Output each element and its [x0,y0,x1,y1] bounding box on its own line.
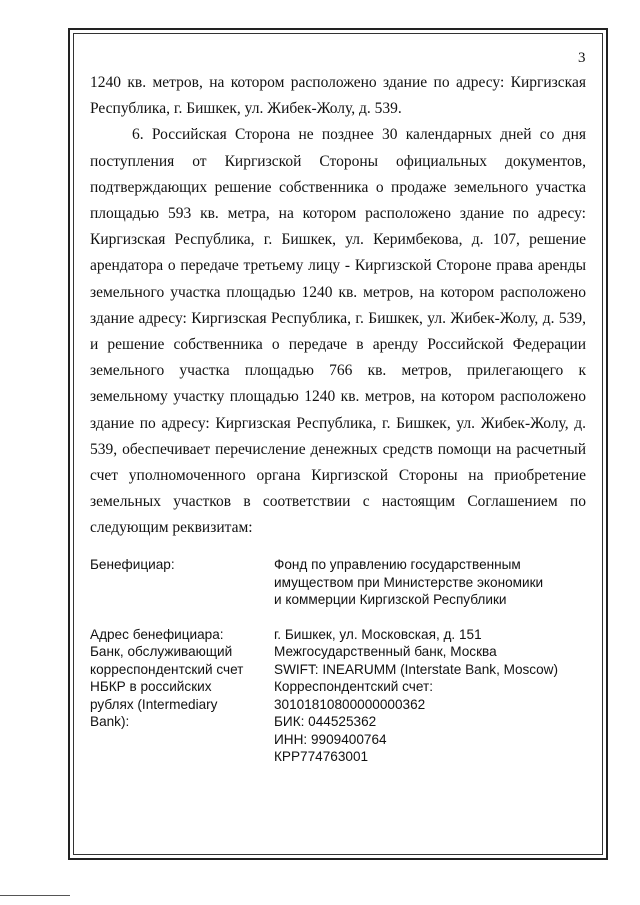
address-value: г. Бишкек, ул. Московская, д. 151 [274,626,482,642]
inn-code: ИНН: 9909400764 [274,731,387,747]
address-label: Адрес бенефициара: [90,626,224,642]
bank-label-line: Bank): [90,714,130,729]
bank-label-line: рублях (Intermediary [90,696,218,712]
kpp-code: КРР774763001 [274,749,369,764]
beneficiary-value [274,556,590,609]
document-body [90,70,586,542]
bank-label-line: корреспондентский счет [90,661,244,677]
swift-code: SWIFT: INEARUMM (Interstate Bank, Moscow) [274,661,559,677]
bank-label-line: НБКР в российских [90,679,212,694]
correspondent-account-label: Корреспондентский счет: [274,679,434,694]
beneficiary-row [90,556,590,609]
bank-name: Межгосударственный банк, Москва [274,644,497,659]
bik-code: БИК: 044525362 [274,714,377,729]
beneficiary-label: Бенефициар: [90,557,175,572]
beneficiary-line: имуществом при Министерстве экономики [274,574,544,590]
paragraph-continuation: 1240 кв. метров, на котором расположено здание по адресу: Киргизская Республика, г. Бишкек, ул. Жибек-Жолу, д. 539. [90,74,586,118]
beneficiary-line: и коммерции Киргизской Республики [274,592,507,607]
address-row [90,626,590,644]
bank-row [90,643,590,766]
page-number: 3 [578,50,586,66]
bank-requisites [90,556,590,766]
bank-label-line: Банк, обслуживающий [90,644,233,659]
bank-value [274,643,590,766]
beneficiary-line: Фонд по управлению государственным [274,557,521,572]
bottom-edge-line [0,895,70,896]
bank-label [90,643,274,766]
spacer [90,609,590,626]
correspondent-account-number: 30101810800000000362 [274,696,426,712]
paragraph-clause-6: 6. Российская Сторона не позднее 30 календарных дней со дня поступления от Киргизской Стороны официальных документов, подтверждающих решение собственника о продаже земельного участка площадью 593 кв. метра, на котором расположено здание по адресу: Киргизская Республика, г. Бишкек, ул. Керимбекова, д. 107, решение арендатора о передаче третьему лицу - Киргизской Стороне права аренды земельного участка площадью 1240 кв. метров, на котором расположено здание адресу: Киргизская Республика, г. Бишкек, ул. Жибек-Жолу, д. 539, и решение собственника о передаче в аренду Российской Федерации земельного участка площадью 766 кв. метров, прилегающего к земельному участку площадью 1240 кв. метров, на котором расположено здание по адресу: Киргизская Республика, г. Бишкек, ул. Жибек-Жолу, д. 539, обеспечивает перечисление денежных средств помощи на расчетный счет уполномоченного органа Киргизской Стороны на приобретение земельных участков в соответствии с настоящим Соглашением по следующим реквизитам: [90,126,586,537]
